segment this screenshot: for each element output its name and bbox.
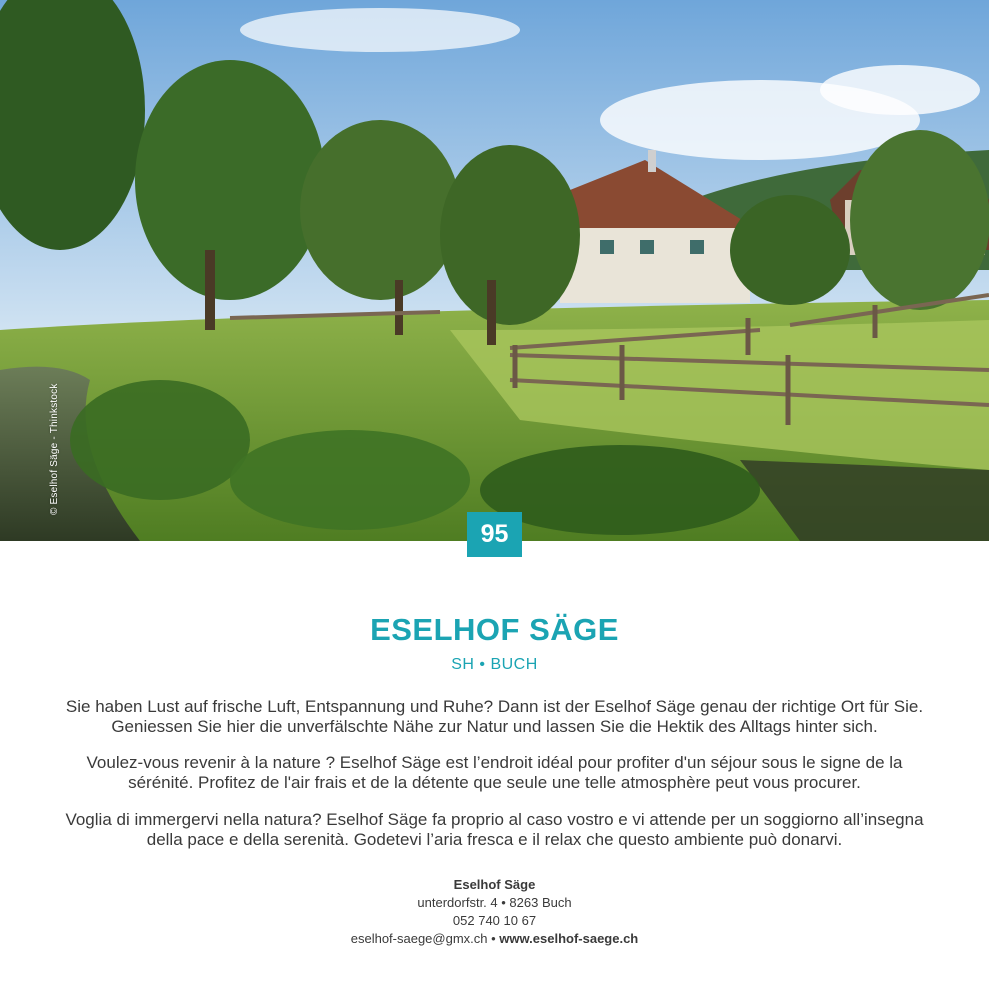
- contact-email[interactable]: eselhof-saege@gmx.ch: [350, 931, 488, 946]
- paragraph-french: Voulez-vous revenir à la nature ? Eselhof Säge est l’endroit idéal pour profiter d'un séjour sous le signe de la sérénité. Profitez de l'air frais et de la détente que seule une telle atmosphère peut vous procurer.: [86, 753, 903, 792]
- location-subtitle: SH • BUCH: [451, 656, 538, 673]
- page-title: ESELHOF SÄGE: [370, 612, 619, 647]
- photo-credit: © Eselhof Säge - Thinkstock: [49, 383, 60, 515]
- contact-name: Eselhof Säge: [453, 877, 536, 892]
- paragraph-german: Sie haben Lust auf frische Luft, Entspannung und Ruhe? Dann ist der Eselhof Säge genau der richtige Ort für Sie. Geniessen Sie hier die unverfälschte Nähe zur Natur und lassen Sie die Hektik des Alltags hinter sich.: [65, 697, 924, 736]
- contact-address: unterdorfstr. 4 • 8263 Buch: [417, 895, 572, 910]
- contact-phone[interactable]: 052 740 10 67: [452, 913, 537, 928]
- contact-separator: •: [487, 931, 500, 946]
- contact-block: [0, 876, 989, 948]
- paragraph-italian: Voglia di immergervi nella natura? Eselhof Säge fa proprio al caso vostro e vi attende per un soggiorno all’insegna della pace e della serenità. Godetevi l’aria fresca e il relax che questo ambiente può donarvi.: [65, 810, 924, 849]
- contact-website[interactable]: www.eselhof-saege.ch: [499, 931, 639, 946]
- contact-web-line: [0, 930, 989, 948]
- page-number-badge: 95: [467, 512, 522, 557]
